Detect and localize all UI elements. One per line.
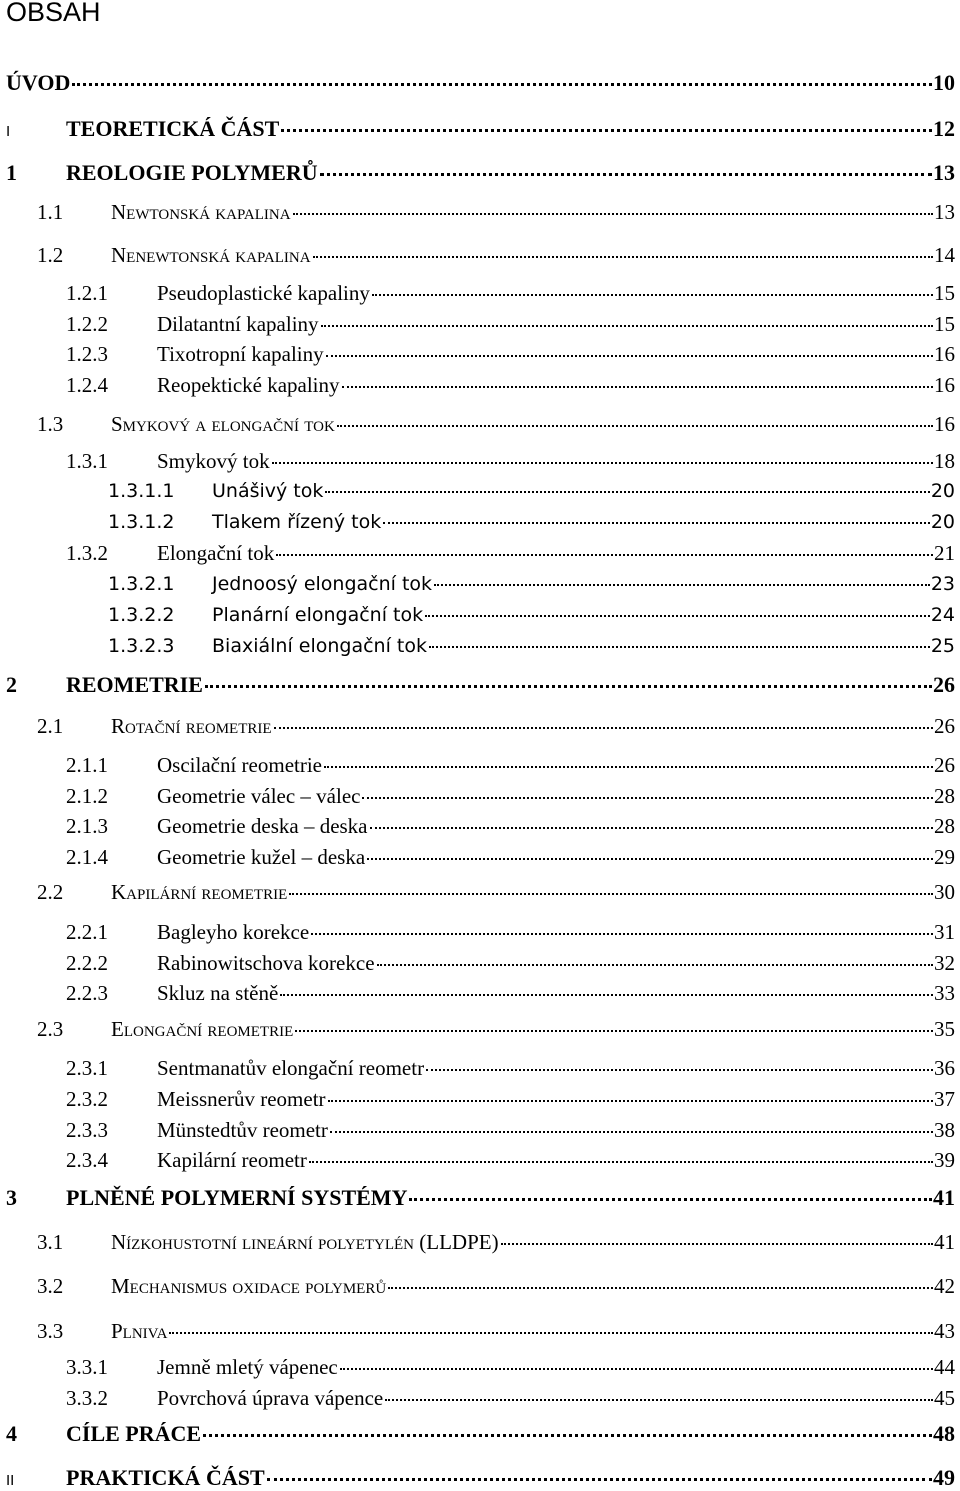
dot-leader	[169, 1332, 933, 1334]
dot-leader	[330, 1131, 933, 1133]
toc-entry-number: 1.3	[37, 412, 64, 436]
dot-leader	[501, 1243, 933, 1245]
toc-entry-number: 1.3.2	[66, 541, 108, 565]
toc-entry[interactable]	[37, 200, 955, 225]
toc-entry-title: Bagleyho korekce	[157, 920, 310, 944]
toc-entry-title: CÍLE PRÁCE	[66, 1421, 202, 1446]
dot-leader	[267, 1478, 932, 1481]
toc-entry-title: Münstedtův reometr	[157, 1118, 328, 1142]
dot-leader	[281, 129, 932, 132]
dot-leader	[383, 522, 930, 524]
toc-entry-number: 1.2.3	[66, 342, 108, 366]
toc-entry-title: Nenewtonská kapalina	[111, 243, 311, 267]
toc-entry[interactable]	[66, 753, 955, 778]
toc-entry-title: Sentmanatův elongační reometr	[157, 1056, 425, 1080]
toc-entry[interactable]	[66, 1355, 955, 1380]
toc-entry-page-number: 28	[934, 784, 955, 808]
toc-entry-number: 3.1	[37, 1230, 64, 1254]
toc-entry-number: 2.3.4	[66, 1148, 108, 1172]
toc-entry[interactable]	[6, 672, 955, 698]
toc-entry-number: 2.1	[37, 714, 64, 738]
toc-entry-title: Smykový a elongační tok	[111, 412, 335, 436]
toc-entry-page-number: 43	[934, 1319, 955, 1343]
dot-leader	[372, 294, 933, 296]
toc-entry[interactable]	[37, 412, 955, 437]
toc-entry-title: Jemně mletý vápenec	[157, 1355, 338, 1379]
toc-entry-page-number: 44	[934, 1355, 955, 1379]
toc-entry-title: Plniva	[111, 1319, 168, 1343]
toc-entry-title: Tlakem řízený tok	[212, 511, 382, 533]
toc-entry-title: Povrchová úprava vápence	[157, 1386, 384, 1410]
toc-entry-number: 1.2	[37, 243, 64, 267]
toc-entry-number: 2.1.4	[66, 845, 108, 869]
dot-leader	[295, 1030, 933, 1032]
toc-entry-page-number: 35	[934, 1017, 955, 1041]
toc-entry-number: 4	[6, 1421, 17, 1446]
toc-entry-number: 2	[6, 672, 17, 697]
toc-entry-number: 2.2.3	[66, 981, 108, 1005]
toc-entry-number: 2.3.1	[66, 1056, 108, 1080]
toc-entry-number: 2.2.1	[66, 920, 108, 944]
dot-leader	[72, 83, 932, 86]
dot-leader	[289, 893, 933, 895]
toc-entry-page-number: 29	[934, 845, 955, 869]
toc-entry-title: PLNĚNÉ POLYMERNÍ SYSTÉMY	[66, 1185, 408, 1210]
toc-entry-number: I	[6, 123, 11, 140]
toc-entry[interactable]	[6, 1465, 955, 1491]
dot-leader	[276, 554, 933, 556]
toc-entry-page-number: 12	[933, 116, 955, 141]
toc-entry[interactable]	[108, 511, 955, 533]
toc-entry-page-number: 48	[933, 1421, 955, 1446]
dot-leader	[309, 1161, 933, 1163]
toc-entry[interactable]	[66, 342, 955, 367]
toc-entry[interactable]	[66, 1148, 955, 1173]
dot-leader	[320, 173, 932, 176]
toc-entry-number: 1.2.2	[66, 312, 108, 336]
toc-entry-number: 2.1.3	[66, 814, 108, 838]
dot-leader	[326, 355, 933, 357]
dot-leader	[324, 766, 933, 768]
toc-entry-page-number: 30	[934, 880, 955, 904]
toc-entry[interactable]	[6, 160, 955, 186]
dot-leader	[328, 1100, 933, 1102]
toc-entry[interactable]	[37, 714, 955, 739]
toc-entry-number: 1.3.1	[66, 449, 108, 473]
toc-entry[interactable]	[37, 1017, 955, 1042]
toc-entry-title: Mechanismus oxidace polymerů	[111, 1274, 387, 1298]
toc-entry-title: Elongační reometrie	[111, 1017, 294, 1041]
toc-entry-page-number: 16	[934, 412, 955, 436]
toc-entry-title: ÚVOD	[6, 70, 71, 95]
toc-entry-number: 3.2	[37, 1274, 64, 1298]
toc-entry-title: Elongační tok	[157, 541, 275, 565]
toc-entry-page-number: 16	[934, 342, 955, 366]
toc-entry-title: Kapilární reometrie	[111, 880, 288, 904]
toc-entry-page-number: 26	[934, 714, 955, 738]
toc-entry-page-number: 13	[933, 160, 955, 185]
toc-entry-title: REOLOGIE POLYMERŮ	[66, 160, 318, 185]
dot-leader	[313, 256, 933, 258]
toc-entry[interactable]	[6, 70, 955, 96]
dot-leader	[325, 491, 929, 493]
toc-entry-page-number: 15	[934, 312, 955, 336]
toc-entry-page-number: 49	[933, 1465, 955, 1490]
toc-entry[interactable]	[37, 880, 955, 905]
dot-leader	[362, 797, 933, 799]
toc-entry-number: 3.3.1	[66, 1355, 108, 1379]
toc-entry-page-number: 20	[930, 511, 955, 533]
toc-entry-title: REOMETRIE	[66, 672, 203, 697]
toc-entry-number: 2.1.1	[66, 753, 108, 777]
toc-entry-title: PRAKTICKÁ ČÁST	[66, 1465, 265, 1490]
toc-entry-title: Nízkohustotní lineární polyetylén (LLDPE)	[111, 1230, 499, 1254]
toc-entry[interactable]	[66, 373, 955, 398]
toc-entry-page-number: 36	[934, 1056, 955, 1080]
toc-entry-title: TEORETICKÁ ČÁST	[66, 116, 280, 141]
toc-entry-title: Geometrie válec – válec	[157, 784, 361, 808]
toc-entry-title: Kapilární reometr	[157, 1148, 307, 1172]
toc-entry-page-number: 25	[930, 635, 955, 657]
toc-entry-page-number: 21	[934, 541, 955, 565]
toc-entry-title: Jednoosý elongační tok	[212, 573, 433, 595]
toc-entry-number: 1.1	[37, 200, 64, 224]
toc-entry-page-number: 16	[934, 373, 955, 397]
toc-entry[interactable]	[66, 784, 955, 809]
toc-entry-number: 1.2.4	[66, 373, 108, 397]
toc-entry-page-number: 23	[930, 573, 955, 595]
toc-entry-title: Skluz na stěně	[157, 981, 279, 1005]
toc-entry-number: 1.3.1.1	[108, 480, 175, 502]
toc-entry-number: 3	[6, 1185, 17, 1210]
toc-entry-title: Rabinowitschova korekce	[157, 951, 375, 975]
toc-entry-title: Geometrie deska – deska	[157, 814, 368, 838]
dot-leader	[426, 1069, 933, 1071]
toc-entry-title: Newtonská kapalina	[111, 200, 291, 224]
toc-entry-title: Oscilační reometrie	[157, 753, 323, 777]
toc-entry-number: 1.3.2.1	[108, 573, 175, 595]
dot-leader	[370, 827, 933, 829]
toc-entry-title: Unášivý tok	[212, 480, 324, 502]
toc-entry-page-number: 39	[934, 1148, 955, 1172]
toc-entry[interactable]	[108, 480, 955, 502]
toc-entry[interactable]	[37, 243, 955, 268]
toc-entry[interactable]	[37, 1319, 955, 1344]
toc-entry-title: Planární elongační tok	[212, 604, 424, 626]
toc-entry-page-number: 24	[930, 604, 955, 626]
toc-entry-title: Geometrie kužel – deska	[157, 845, 366, 869]
toc-entry-number: II	[6, 1472, 15, 1489]
dot-leader	[280, 994, 933, 996]
toc-entry-page-number: 45	[934, 1386, 955, 1410]
toc-entry-page-number: 10	[933, 70, 955, 95]
toc-entry[interactable]	[66, 541, 955, 566]
toc-entry-page-number: 14	[934, 243, 955, 267]
toc-entry-number: 1.3.2.2	[108, 604, 175, 626]
toc-entry-title: Smykový tok	[157, 449, 270, 473]
toc-entry[interactable]	[66, 449, 955, 474]
toc-entry[interactable]	[66, 281, 955, 306]
toc-entry[interactable]	[66, 920, 955, 945]
toc-entry-page-number: 20	[930, 480, 955, 502]
toc-entry[interactable]	[66, 1087, 955, 1112]
toc-entry-title: Rotační reometrie	[111, 714, 272, 738]
dot-leader	[337, 425, 933, 427]
toc-entry[interactable]	[66, 814, 955, 839]
dot-leader	[409, 1198, 932, 1201]
dot-leader	[311, 933, 933, 935]
toc-entry-page-number: 18	[934, 449, 955, 473]
toc-entry-page-number: 32	[934, 951, 955, 975]
toc-entry-page-number: 38	[934, 1118, 955, 1142]
toc-entry[interactable]	[66, 951, 955, 976]
toc-entry[interactable]	[66, 1056, 955, 1081]
dot-leader	[425, 615, 930, 617]
toc-entry-page-number: 13	[934, 200, 955, 224]
toc-entry[interactable]	[37, 1274, 955, 1299]
toc-entry[interactable]	[6, 116, 955, 142]
dot-leader	[340, 1368, 933, 1370]
dot-leader	[205, 685, 932, 688]
dot-leader	[434, 584, 930, 586]
dot-leader	[377, 964, 933, 966]
dot-leader	[342, 386, 933, 388]
dot-leader	[429, 646, 930, 648]
toc-entry-title: Dilatantní kapaliny	[157, 312, 319, 336]
toc-entry-number: 1	[6, 160, 17, 185]
toc-entry-number: 2.3	[37, 1017, 64, 1041]
toc-entry[interactable]	[66, 312, 955, 337]
toc-entry-page-number: 26	[934, 753, 955, 777]
toc-entry-number: 3.3	[37, 1319, 64, 1343]
toc-entry-title: Tixotropní kapaliny	[157, 342, 324, 366]
toc-entry-number: 3.3.2	[66, 1386, 108, 1410]
dot-leader	[272, 462, 933, 464]
toc-entry[interactable]	[66, 1386, 955, 1411]
toc-entry-number: 2.3.3	[66, 1118, 108, 1142]
toc-entry-page-number: 41	[933, 1185, 955, 1210]
dot-leader	[274, 727, 933, 729]
dot-leader	[321, 325, 933, 327]
toc-entry-page-number: 42	[934, 1274, 955, 1298]
toc-entry-page-number: 31	[934, 920, 955, 944]
toc-entry[interactable]	[6, 1185, 955, 1211]
toc-entry-title: Meissnerův reometr	[157, 1087, 326, 1111]
dot-leader	[385, 1399, 933, 1401]
toc-entry-number: 2.3.2	[66, 1087, 108, 1111]
toc-entry-number: 1.3.2.3	[108, 635, 175, 657]
dot-leader	[293, 213, 933, 215]
toc-entry-number: 2.2	[37, 880, 64, 904]
toc-entry-number: 2.1.2	[66, 784, 108, 808]
toc-entry-number: 1.3.1.2	[108, 511, 175, 533]
toc-entry-page-number: 28	[934, 814, 955, 838]
toc-entry-page-number: 33	[934, 981, 955, 1005]
toc-entry-page-number: 26	[933, 672, 955, 697]
toc-entry-page-number: 15	[934, 281, 955, 305]
toc-entry[interactable]	[66, 845, 955, 870]
toc-entry[interactable]	[66, 1118, 955, 1143]
toc-entry-number: 1.2.1	[66, 281, 108, 305]
page-title: OBSAH	[6, 0, 101, 27]
toc-entry[interactable]	[108, 604, 955, 626]
dot-leader	[388, 1287, 933, 1289]
toc-entry-number: 2.2.2	[66, 951, 108, 975]
toc-entry[interactable]	[108, 635, 955, 657]
dot-leader	[367, 858, 933, 860]
toc-entry-title: Biaxiální elongační tok	[212, 635, 427, 657]
toc-entry-title: Pseudoplastické kapaliny	[157, 281, 370, 305]
dot-leader	[203, 1434, 932, 1437]
toc-entry-page-number: 37	[934, 1087, 955, 1111]
toc-entry-page-number: 41	[934, 1230, 955, 1254]
toc-entry-title: Reopektické kapaliny	[157, 373, 340, 397]
toc-entry[interactable]	[108, 573, 955, 595]
toc-entry[interactable]	[37, 1230, 955, 1255]
toc-entry[interactable]	[66, 981, 955, 1006]
toc-entry[interactable]	[6, 1421, 955, 1447]
